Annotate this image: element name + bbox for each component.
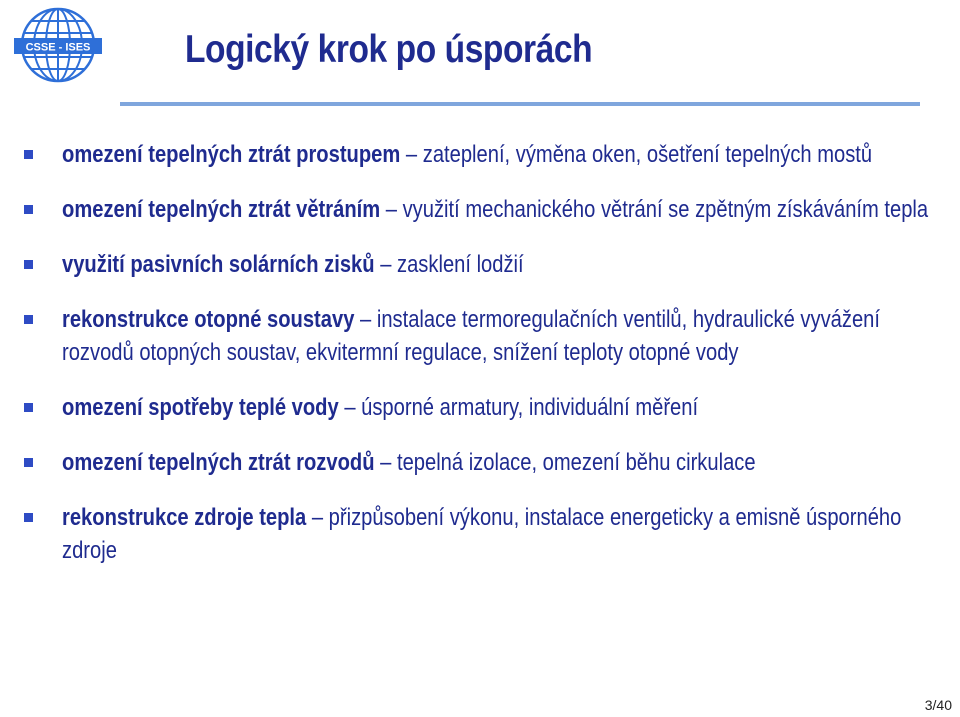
bullet-description: zateplení, výměna oken, ošetření tepelných mostů <box>422 141 873 168</box>
bullet-item <box>20 303 945 369</box>
bullet-square-icon <box>24 260 33 269</box>
bullet-text <box>62 446 945 479</box>
bullet-description: využití mechanického větrání se zpětným získáváním tepla <box>402 196 929 223</box>
bullet-dash: – <box>405 141 418 168</box>
bullet-square-icon <box>24 315 33 324</box>
bullet-text <box>62 501 945 567</box>
bullet-text <box>62 248 945 281</box>
bullet-heading: omezení tepelných ztrát rozvodů <box>62 449 375 476</box>
bullet-description: tepelná izolace, omezení běhu cirkulace <box>396 449 756 476</box>
bullet-dash: – <box>360 306 372 333</box>
bullet-heading: využití pasivních solárních zisků <box>62 251 375 278</box>
logo-text: CSSE - ISES <box>25 41 91 54</box>
bullet-heading: omezení tepelných ztrát prostupem <box>62 141 401 168</box>
bullet-heading: rekonstrukce otopné soustavy <box>62 306 355 333</box>
bullet-description: přizpůsobení výkonu, instalace energeticky a emisně úsporného zdroje <box>62 504 902 564</box>
bullet-text <box>62 138 945 171</box>
bullet-description: úsporné armatury, individuální měření <box>361 394 699 421</box>
bullet-square-icon <box>24 513 33 522</box>
bullet-square-icon <box>24 403 33 412</box>
bullet-dash: – <box>344 394 356 421</box>
bullet-item <box>20 501 945 567</box>
bullet-heading: rekonstrukce zdroje tepla <box>62 504 307 531</box>
globe-icon <box>10 6 106 84</box>
bullet-square-icon <box>24 205 33 214</box>
bullet-item <box>20 193 945 226</box>
bullet-dash: – <box>380 251 392 278</box>
bullet-list <box>20 138 945 567</box>
bullet-item <box>20 138 945 171</box>
bullet-square-icon <box>24 150 33 159</box>
bullet-description: instalace termoregulačních ventilů, hydraulické vyvážení rozvodů otopných soustav, ekvitermní regulace, snížení teploty otopné vody <box>62 306 880 366</box>
page-number: 3/40 <box>924 697 952 713</box>
bullet-dash: – <box>385 196 398 223</box>
bullet-text <box>62 391 945 424</box>
bullet-dash: – <box>380 449 392 476</box>
bullet-description: zasklení lodžií <box>397 251 524 278</box>
bullet-item <box>20 446 945 479</box>
bullet-heading: omezení spotřeby teplé vody <box>62 394 339 421</box>
slide-title: Logický krok po úsporách <box>185 28 593 71</box>
csse-ises-logo <box>10 6 106 84</box>
bullet-item <box>20 248 945 281</box>
bullet-heading: omezení tepelných ztrát větráním <box>62 196 381 223</box>
bullet-text <box>62 303 945 369</box>
title-divider <box>120 102 920 106</box>
bullet-item <box>20 391 945 424</box>
bullet-text <box>62 193 945 226</box>
bullet-dash: – <box>311 504 324 531</box>
bullet-square-icon <box>24 458 33 467</box>
